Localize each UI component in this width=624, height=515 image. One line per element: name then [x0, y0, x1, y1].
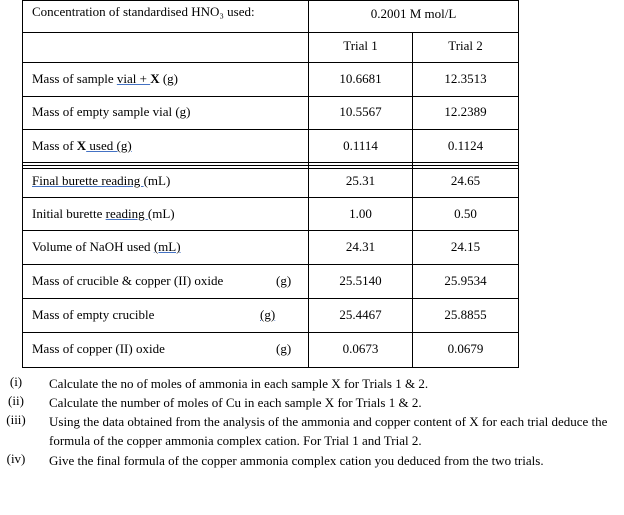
table-cell: 1.00	[349, 206, 372, 221]
table-cell: 24.65	[450, 173, 481, 188]
row-divider	[22, 96, 519, 97]
row-label-mass-empty-vial: Mass of empty sample vial (g)	[32, 104, 191, 119]
question-text: Give the final formula of the copper ammonia complex cation you deduced from the two trials.	[49, 453, 544, 468]
table-cell: 0.0679	[447, 341, 484, 356]
trial-2-header: Trial 2	[448, 38, 483, 53]
row-divider	[22, 129, 519, 130]
row-divider	[22, 197, 519, 198]
question-text: Using the data obtained from the analysis of the ammonia and copper content of X for each trial deduce the formula of the copper ammonia complex cation. For Trial 1 and Trial 2.	[49, 414, 608, 448]
table-border-bottom	[22, 367, 519, 368]
data-table	[22, 0, 519, 368]
table-border-right	[518, 0, 519, 368]
row-divider-double	[22, 162, 519, 163]
concentration-label: Concentration of standardised HNO₃ used:	[32, 4, 255, 19]
row-divider	[22, 32, 519, 33]
question-number: (iv)	[6, 451, 26, 466]
unit-label: (g)	[276, 341, 292, 356]
table-cell: 0.50	[454, 206, 477, 221]
table-border-left	[22, 0, 23, 368]
row-label-mass-copper-oxide: Mass of copper (II) oxide	[32, 341, 165, 356]
table-cell: 0.0673	[342, 341, 379, 356]
row-divider	[22, 298, 519, 299]
row-divider	[22, 332, 519, 333]
row-divider	[22, 264, 519, 265]
question-number: (i)	[9, 374, 23, 389]
unit-label: (g)	[260, 307, 276, 322]
table-cell: 25.4467	[339, 307, 382, 322]
table-cell: 10.5567	[339, 104, 382, 119]
row-divider	[22, 230, 519, 231]
row-label-mass-sample-vial-x: Mass of sample vial + X (g)	[32, 71, 178, 86]
table-cell: 12.3513	[444, 71, 487, 86]
row-label-initial-burette: Initial burette reading (mL)	[32, 206, 175, 221]
trial-1-header: Trial 1	[343, 38, 378, 53]
question-text: Calculate the no of moles of ammonia in each sample X for Trials 1 & 2.	[49, 376, 429, 391]
table-cell: 12.2389	[444, 104, 487, 119]
table-cell: 25.9534	[444, 273, 487, 288]
row-divider-double	[22, 168, 519, 169]
row-divider-double	[22, 165, 519, 166]
table-cell: 25.5140	[339, 273, 382, 288]
row-label-volume-naoh: Volume of NaOH used (mL)	[32, 239, 181, 254]
row-label-mass-x-used: Mass of X used (g)	[32, 138, 132, 153]
table-cell: 24.31	[345, 239, 376, 254]
table-cell: 0.1124	[447, 138, 484, 153]
question-number: (iii)	[6, 412, 26, 427]
question-text: Calculate the number of moles of Cu in each sample X for Trials 1 & 2.	[49, 395, 422, 410]
table-cell: 25.8855	[444, 307, 487, 322]
table-border-top	[22, 0, 519, 1]
concentration-value: 0.2001 M mol/L	[370, 6, 457, 21]
unit-label: (g)	[276, 273, 292, 288]
table-cell: 25.31	[345, 173, 376, 188]
table-cell: 0.1114	[343, 138, 378, 153]
row-label-mass-empty-crucible: Mass of empty crucible	[32, 307, 155, 322]
table-cell: 24.15	[450, 239, 481, 254]
row-divider	[22, 62, 519, 63]
question-number: (ii)	[8, 393, 24, 408]
row-label-mass-crucible-copper-oxide: Mass of crucible & copper (II) oxide	[32, 273, 224, 288]
table-cell: 10.6681	[339, 71, 382, 86]
row-label-final-burette: Final burette reading (mL)	[32, 173, 171, 188]
